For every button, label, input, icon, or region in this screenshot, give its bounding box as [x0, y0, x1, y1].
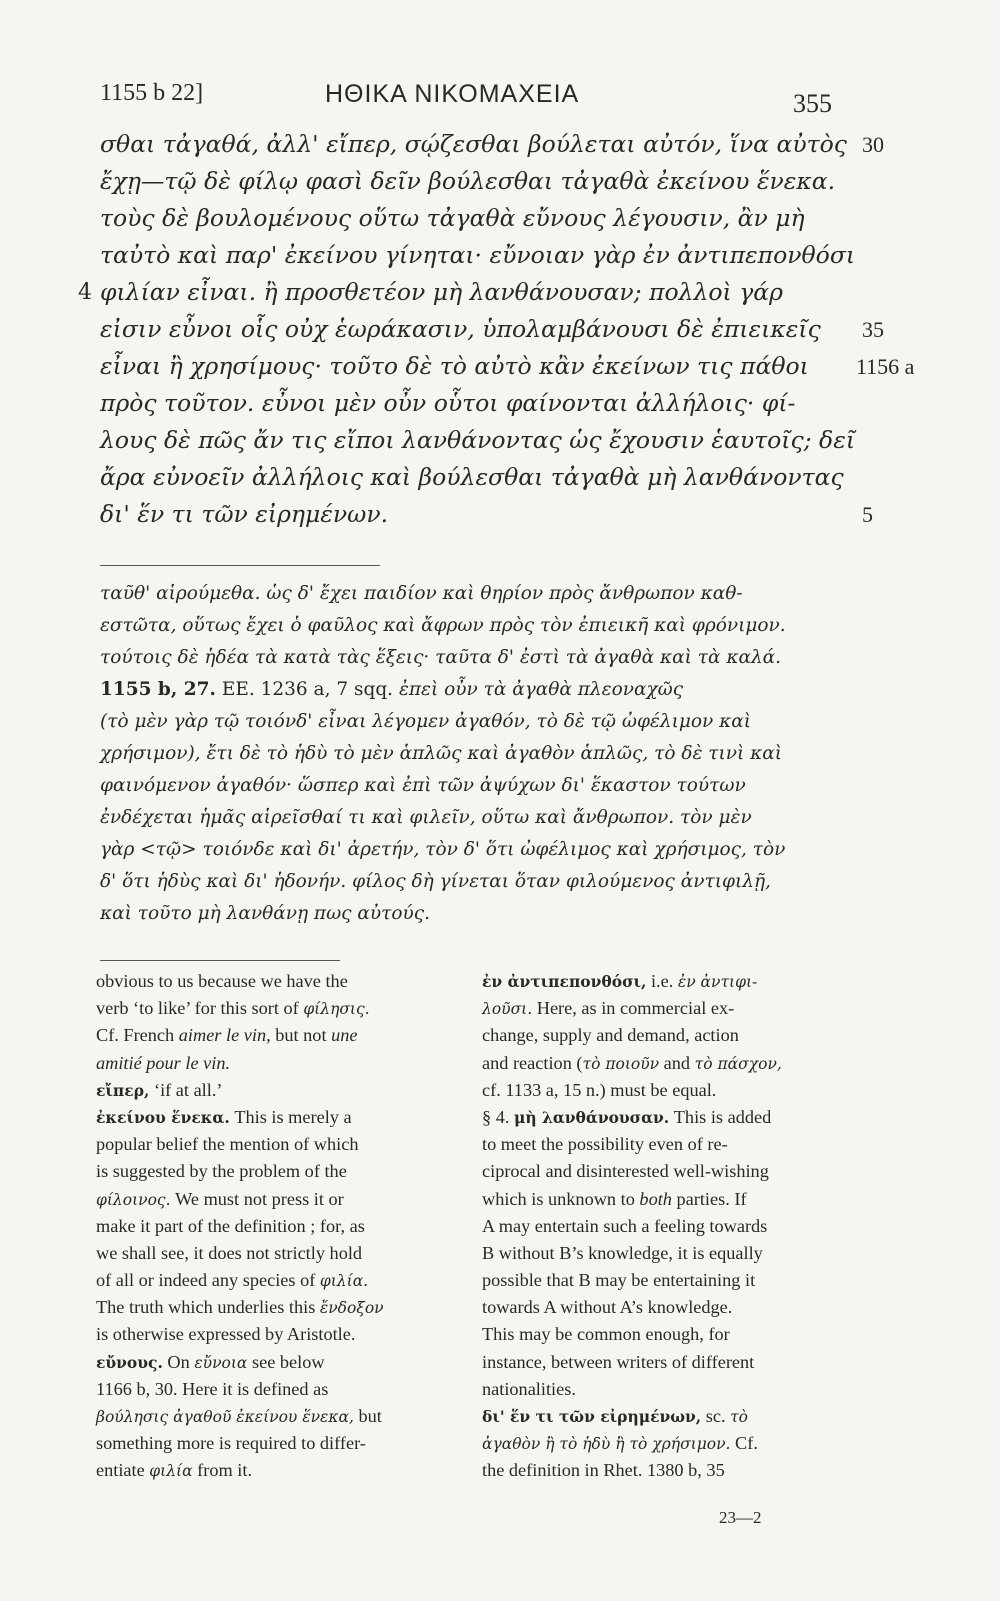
note-line — [482, 968, 848, 995]
note-line — [482, 1213, 848, 1240]
note-segment: popular belief the mention of which — [96, 1134, 359, 1155]
main-text-line — [100, 496, 873, 533]
note-segment: ἐκείνου ἕνεκα. — [96, 1107, 230, 1127]
note-segment: verb ‘to like’ for this sort of — [96, 998, 304, 1019]
note-line — [96, 1077, 461, 1104]
note-segment: parties. If — [671, 1188, 747, 1209]
running-header — [100, 72, 860, 118]
apparatus-line: γὰρ <τῷ> τοιόνδε καὶ δι' ἀρετήν, τὸν δ' ὅτι ὠφέλιμος καὶ χρήσιμος, τὸν — [100, 839, 786, 860]
note-segment: φίλοινος. — [96, 1190, 171, 1209]
note-segment: is suggested by the problem of the — [96, 1161, 347, 1182]
note-segment: nationalities. — [482, 1378, 576, 1399]
note-segment: entiate — [96, 1460, 150, 1481]
note-line — [96, 1376, 461, 1403]
note-segment: This is added — [669, 1106, 772, 1127]
note-segment: change, supply and demand, action — [482, 1025, 739, 1046]
note-segment: amitié pour le vin. — [96, 1052, 231, 1073]
note-segment: ‘if at all.’ — [149, 1079, 223, 1100]
note-segment: This may be common enough, for — [482, 1324, 730, 1345]
line-number: 1156 a — [856, 354, 915, 379]
main-line-text: πρὸς τοῦτον. εὖνοι μὲν οὖν οὗτοι φαίνονται ἀλλήλοις· φί- — [100, 389, 796, 417]
note-segment: τὸ — [730, 1408, 749, 1426]
note-segment: obvious to us because we have the — [96, 971, 348, 991]
main-line-text: ἔχῃ—τῷ δὲ φίλῳ φασὶ δεῖν βούλεσθαι τἀγαθὰ ἐκείνου ἕνεκα. — [100, 167, 836, 195]
apparatus-block — [100, 578, 860, 930]
note-line — [482, 1430, 848, 1457]
apparatus-line: καὶ τοῦτο μὴ λανθάνῃ πως αὐτούς. — [100, 903, 431, 924]
main-text-line — [100, 163, 870, 200]
note-segment: and reaction ( — [482, 1052, 583, 1073]
note-segment: we shall see, it does not strictly hold — [96, 1242, 363, 1263]
main-line-text: εἶναι ἢ χρησίμους· τοῦτο δὲ τὸ αὐτὸ κἂν ἐκείνων τις πάθοι — [100, 352, 809, 380]
note-segment: i.e. — [646, 971, 678, 991]
note-segment: ἔνδοξον — [319, 1299, 384, 1318]
note-line — [96, 1104, 461, 1131]
note-line — [482, 1376, 848, 1403]
main-text-line — [100, 311, 884, 348]
apparatus-line: δ' ὅτι ἡδὺς καὶ δι' ἡδονήν. φίλος δὴ γίνεται ὅταν φιλούμενος ἀντιφιλῇ, — [100, 871, 771, 892]
notes-right-column — [482, 968, 848, 1485]
main-text-line — [100, 422, 870, 459]
apparatus-rm: EE. 1236 a, 7 sqq. — [215, 679, 394, 700]
line-number: 5 — [862, 502, 873, 527]
note-line — [96, 1403, 461, 1430]
note-segment: possible that B may be entertaining it — [482, 1270, 756, 1291]
note-line — [96, 1131, 461, 1158]
note-segment: the definition in Rhet. 1380 b, 35 — [482, 1460, 725, 1481]
note-segment: τὸ ποιοῦν — [582, 1054, 660, 1073]
note-segment: βούλησις ἀγαθοῦ ἐκείνου ἕνεκα, — [96, 1408, 354, 1426]
note-segment: μὴ λανθάνουσαν. — [514, 1107, 670, 1127]
main-line-text: ἄρα εὐνοεῖν ἀλλήλοις καὶ βούλεσθαι τἀγαθὰ μὴ λανθάνοντας — [100, 463, 844, 491]
note-segment: On — [162, 1351, 195, 1372]
note-line — [482, 1240, 848, 1267]
note-segment: εὔνους. — [96, 1352, 163, 1372]
apparatus-line: ταῦθ' αἱρούμεθα. ὡς δ' ἔχει παιδίον καὶ θηρίον πρὸς ἄνθρωπον καθ- — [100, 583, 743, 604]
main-text-line — [78, 274, 870, 311]
main-text-line — [100, 348, 915, 385]
note-segment: sc. — [701, 1406, 731, 1426]
note-line — [482, 995, 848, 1022]
note-line — [482, 1131, 848, 1158]
note-segment: ἐν ἀντιφι- — [677, 973, 758, 991]
note-line — [482, 1321, 848, 1348]
note-segment: Here, as in commercial ex- — [532, 998, 735, 1019]
header-reference: 1155 b 22] — [100, 80, 204, 106]
main-text-line — [100, 385, 870, 422]
note-segment: but not — [270, 1025, 332, 1046]
note-segment: A may entertain such a feeling towards — [482, 1215, 768, 1236]
note-segment: B without B’s knowledge, it is equally — [482, 1242, 763, 1263]
note-line — [482, 1349, 848, 1376]
note-line — [482, 1022, 848, 1049]
note-line — [482, 1158, 848, 1185]
note-segment: τὸ πάσχον, — [694, 1054, 782, 1073]
note-line — [96, 1267, 461, 1294]
note-line — [482, 1457, 848, 1484]
main-line-text: σθαι τἀγαθά, ἀλλ' εἴπερ, σῴζεσθαι βούλεται αὐτόν, ἵνα αὐτὸς — [100, 130, 847, 158]
greek-main-text — [78, 126, 915, 533]
notes-rule — [100, 960, 340, 961]
note-line — [96, 995, 461, 1022]
note-segment: instance, between writers of different — [482, 1351, 755, 1372]
note-segment: φιλία — [149, 1462, 193, 1481]
apparatus-line: τούτοις δὲ ἡδέα τὰ κατὰ τὰς ἕξεις· ταῦτα δ' ἐστὶ τὰ ἀγαθὰ καὶ τὰ καλά. — [100, 647, 782, 668]
notes-left-column — [96, 968, 461, 1485]
note-line — [96, 1186, 461, 1213]
note-line — [482, 1267, 848, 1294]
section-number: 4 — [78, 280, 92, 305]
note-line — [96, 1240, 461, 1267]
apparatus-rule — [100, 565, 380, 566]
note-segment: λοῦσι. — [482, 1000, 533, 1019]
main-text-line — [100, 200, 870, 237]
note-segment: see below — [247, 1351, 325, 1372]
note-line — [96, 1457, 461, 1484]
note-line — [96, 968, 461, 995]
note-segment: make it part of the definition ; for, as — [96, 1215, 365, 1236]
note-segment: both — [639, 1188, 672, 1209]
note-line — [96, 1294, 461, 1321]
note-segment: which is unknown to — [482, 1188, 640, 1209]
main-text-line — [100, 126, 884, 163]
note-segment: une — [331, 1025, 358, 1046]
note-segment: 1166 b, 30. Here it is defined as — [96, 1378, 329, 1399]
line-number: 30 — [862, 132, 884, 157]
note-line — [96, 1430, 461, 1457]
note-segment: ciprocal and disinterested well-wishing — [482, 1161, 769, 1182]
note-line — [482, 1050, 848, 1077]
note-segment: something more is required to differ- — [96, 1433, 366, 1454]
main-line-text: λους δὲ πῶς ἄν τις εἴποι λανθάνοντας ὡς ἔχουσιν ἑαυτοῖς; δεῖ — [100, 426, 856, 454]
note-segment: ἀγαθὸν ἢ τὸ ἡδὺ ἢ τὸ χρήσιμον. — [482, 1435, 731, 1454]
note-segment: § 4. — [482, 1106, 514, 1127]
note-line — [482, 1186, 848, 1213]
note-segment: of all or indeed any species of — [96, 1270, 320, 1291]
note-line — [482, 1403, 848, 1430]
main-line-text: τοὺς δὲ βουλομένους οὕτω τἀγαθὰ εὔνους λέγουσιν, ἂν μὴ — [100, 204, 805, 232]
main-line-text: δι' ἕν τι τῶν εἰρημένων. — [100, 500, 389, 528]
main-text-line — [100, 459, 870, 496]
note-line — [96, 1349, 461, 1376]
note-segment: ἐν ἀντιπεπονθόσι, — [482, 972, 647, 991]
note-segment: aimer le vin, — [178, 1025, 271, 1046]
note-segment: Cf. French — [96, 1025, 179, 1046]
note-segment: cf. 1133 a, 15 n.) must be equal. — [482, 1079, 717, 1100]
note-line — [482, 1077, 848, 1104]
apparatus-line: φαινόμενον ἀγαθόν· ὥσπερ καὶ ἐπὶ τῶν ἀψύχων δι' ἕκαστον τούτων — [100, 775, 746, 796]
main-text-line — [100, 237, 870, 274]
note-line — [96, 1321, 461, 1348]
note-segment: φίλησις. — [303, 1000, 370, 1019]
note-segment: εὔνοια — [194, 1353, 248, 1372]
note-segment: εἴπερ, — [96, 1080, 150, 1100]
apparatus-bold: 1155 b, 27. — [100, 679, 216, 700]
note-line — [96, 1213, 461, 1240]
apparatus-line — [100, 674, 860, 706]
signature-mark: 23—2 — [719, 1508, 762, 1527]
note-line — [482, 1294, 848, 1321]
note-segment: δι' ἕν τι τῶν εἰρημένων, — [482, 1407, 702, 1426]
note-segment: We must not press it or — [170, 1188, 344, 1209]
line-number: 35 — [862, 317, 884, 342]
note-segment: is otherwise expressed by Aristotle. — [96, 1324, 356, 1345]
note-line — [96, 1158, 461, 1185]
apparatus-line: (τὸ μὲν γὰρ τῷ τοιόνδ' εἶναι λέγομεν ἀγαθόν, τὸ δὲ τῷ ὠφέλιμον καὶ — [100, 711, 751, 732]
main-line-text: εἰσιν εὖνοι οἷς οὐχ ἑωράκασιν, ὑπολαμβάνουσι δὲ ἐπιεικεῖς — [100, 315, 821, 343]
main-line-text: φιλίαν εἶναι. ἢ προσθετέον μὴ λανθάνουσαν; πολλοὶ γάρ — [100, 278, 783, 306]
page-number: 355 — [793, 89, 832, 118]
apparatus-line: χρήσιμον), ἔτι δὲ τὸ ἡδὺ τὸ μὲν ἁπλῶς καὶ ἀγαθὸν ἁπλῶς, τὸ δὲ τινὶ καὶ — [100, 743, 783, 764]
note-segment: φιλία. — [319, 1272, 369, 1291]
note-segment: from it. — [192, 1460, 253, 1481]
apparatus-rest: ἐπεὶ οὖν τὰ ἀγαθὰ πλεοναχῶς — [393, 679, 684, 700]
note-segment: towards A without A’s knowledge. — [482, 1297, 733, 1318]
header-title: ΗΘΙΚΑ ΝΙΚΟΜΑΧΕΙΑ — [325, 80, 580, 108]
note-segment: to meet the possibility even of re- — [482, 1134, 728, 1155]
note-line — [96, 1050, 461, 1077]
note-segment: and — [659, 1052, 695, 1073]
note-segment: The truth which underlies this — [96, 1297, 320, 1318]
main-line-text: ταὐτὸ καὶ παρ' ἐκείνου γίνηται· εὔνοιαν γὰρ ἐν ἀντιπεπονθόσι — [100, 241, 856, 269]
note-line — [96, 1022, 461, 1049]
apparatus-line: ἐνδέχεται ἡμᾶς αἱρεῖσθαί τι καὶ φιλεῖν, οὕτω καὶ ἄνθρωπον. τὸν μὲν — [100, 807, 752, 828]
note-segment: This is merely a — [229, 1106, 352, 1127]
note-line — [482, 1104, 848, 1131]
note-segment: but — [353, 1406, 382, 1426]
apparatus-line: εστῶτα, οὕτως ἔχει ὁ φαῦλος καὶ ἄφρων πρὸς τὸν ἐπιεικῆ καὶ φρόνιμον. — [100, 615, 786, 636]
note-segment: Cf. — [730, 1433, 758, 1454]
